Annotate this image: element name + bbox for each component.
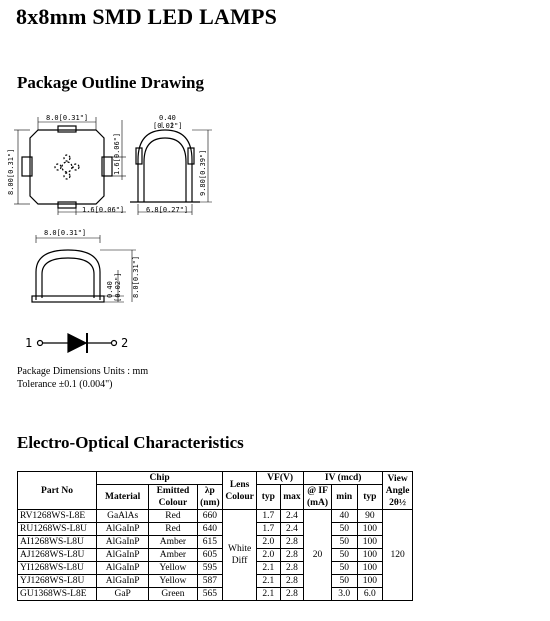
- dim-front-height: 8.0[0.31"]: [132, 255, 140, 298]
- col-iv-min: min: [331, 485, 357, 510]
- cell-material: AlGaInP: [97, 536, 149, 549]
- diode-symbol-icon: [38, 333, 117, 353]
- tolerance-note: Tolerance ±0.1 (0.004"): [17, 379, 113, 390]
- table-row: [18, 562, 413, 575]
- cell-part-no: YJ1268WS-L8U: [18, 575, 97, 588]
- col-chip: Chip: [97, 472, 223, 485]
- col-if: @ IF (mA): [304, 485, 332, 510]
- cell-iv-typ: 100: [357, 549, 383, 562]
- cell-iv-typ: 6.0: [357, 588, 383, 601]
- cell-part-no: YI1268WS-L8U: [18, 562, 97, 575]
- dim-small-bottom: 1.6[0.06"]: [82, 206, 125, 214]
- cell-iv-typ: 90: [357, 510, 383, 523]
- cell-vf-max: 2.8: [280, 588, 304, 601]
- cell-lens-colour: White Diff: [223, 510, 257, 601]
- dim-small-right: 1.6[0.06"]: [113, 132, 121, 175]
- dim-lens-height: 9.80[0.39"]: [199, 149, 207, 196]
- electro-optical-heading: Electro-Optical Characteristics: [17, 433, 244, 452]
- cell-vf-typ: 1.7: [257, 523, 281, 536]
- cell-lambda: 660: [197, 510, 223, 523]
- col-material: Material: [97, 485, 149, 510]
- cell-iv-typ: 100: [357, 536, 383, 549]
- cell-iv-typ: 100: [357, 575, 383, 588]
- col-emitted-colour: Emitted Colour: [149, 485, 197, 510]
- cell-part-no: RU1268WS-L8U: [18, 523, 97, 536]
- dim-lens-top: 0.40: [159, 114, 176, 122]
- cell-material: GaAlAs: [97, 510, 149, 523]
- cell-material: AlGaInP: [97, 562, 149, 575]
- cell-lambda: 605: [197, 549, 223, 562]
- cell-part-no: AJ1268WS-L8U: [18, 549, 97, 562]
- table-row: [18, 523, 413, 536]
- cell-emitted-colour: Yellow: [149, 575, 197, 588]
- page-title: 8x8mm SMD LED LAMPS: [16, 4, 278, 29]
- cell-iv-min: 50: [331, 549, 357, 562]
- cell-lambda: 595: [197, 562, 223, 575]
- electro-optical-table: [17, 471, 413, 601]
- dim-side-height: 8.00[0.31"]: [7, 148, 15, 195]
- table-row: [18, 510, 413, 523]
- table-row: [18, 575, 413, 588]
- pin-1-label: 1: [25, 336, 33, 350]
- cell-lambda: 565: [197, 588, 223, 601]
- cell-vf-max: 2.4: [280, 523, 304, 536]
- dim-lens-top-inch: [0.02"]: [153, 122, 183, 130]
- cell-lambda: 587: [197, 575, 223, 588]
- cell-emitted-colour: Amber: [149, 549, 197, 562]
- col-view-angle: View Angle 2θ½: [383, 472, 413, 510]
- cell-iv-min: 50: [331, 575, 357, 588]
- units-note: Package Dimensions Units : mm: [17, 366, 149, 377]
- pin-2-label: 2: [121, 336, 129, 350]
- cell-vf-max: 2.8: [280, 575, 304, 588]
- cell-view-angle: 120: [383, 510, 413, 601]
- col-vf-max: max: [280, 485, 304, 510]
- cell-iv-min: 50: [331, 536, 357, 549]
- cell-vf-typ: 2.0: [257, 536, 281, 549]
- dim-lens-width: 6.8[0.27"]: [146, 206, 189, 214]
- col-lens-colour: Lens Colour: [223, 472, 257, 510]
- cell-material: AlGaInP: [97, 575, 149, 588]
- cell-iv-min: 50: [331, 562, 357, 575]
- cell-emitted-colour: Red: [149, 523, 197, 536]
- dim-front-thickness-inch: [0.02"]: [114, 272, 122, 302]
- cell-vf-max: 2.8: [280, 549, 304, 562]
- cell-vf-typ: 2.0: [257, 549, 281, 562]
- cell-emitted-colour: Yellow: [149, 562, 197, 575]
- cell-material: AlGaInP: [97, 523, 149, 536]
- cell-material: AlGaInP: [97, 549, 149, 562]
- col-vf: VF(V): [257, 472, 304, 485]
- cell-iv-min: 40: [331, 510, 357, 523]
- cell-part-no: GU1368WS-L8E: [18, 588, 97, 601]
- cell-iv-min: 3.0: [331, 588, 357, 601]
- cell-lambda: 615: [197, 536, 223, 549]
- col-iv-typ: typ: [357, 485, 383, 510]
- table-row: [18, 536, 413, 549]
- col-vf-typ: typ: [257, 485, 281, 510]
- cell-emitted-colour: Red: [149, 510, 197, 523]
- cell-emitted-colour: Amber: [149, 536, 197, 549]
- table-row: [18, 588, 413, 601]
- cell-part-no: AI1268WS-L8U: [18, 536, 97, 549]
- col-iv: IV (mcd): [304, 472, 383, 485]
- cell-part-no: RV1268WS-L8E: [18, 510, 97, 523]
- cell-if: 20: [304, 510, 332, 601]
- dim-top-width: 8.0[0.31"]: [46, 114, 89, 122]
- dim-front-width: 8.0[0.31"]: [44, 229, 87, 237]
- cell-iv-typ: 100: [357, 562, 383, 575]
- cell-iv-min: 50: [331, 523, 357, 536]
- cell-emitted-colour: Green: [149, 588, 197, 601]
- col-lambda: λp (nm): [197, 485, 223, 510]
- cell-vf-max: 2.4: [280, 510, 304, 523]
- dim-front-thickness: 0.40: [106, 281, 114, 298]
- cell-vf-typ: 1.7: [257, 510, 281, 523]
- cell-vf-typ: 2.1: [257, 562, 281, 575]
- cell-vf-typ: 2.1: [257, 588, 281, 601]
- cell-iv-typ: 100: [357, 523, 383, 536]
- top-view: [14, 117, 126, 215]
- col-part-no: Part No: [18, 472, 97, 510]
- cell-lambda: 640: [197, 523, 223, 536]
- cell-vf-max: 2.8: [280, 562, 304, 575]
- table-row: [18, 549, 413, 562]
- cell-vf-typ: 2.1: [257, 575, 281, 588]
- package-outline-heading: Package Outline Drawing: [17, 73, 204, 92]
- cell-vf-max: 2.8: [280, 536, 304, 549]
- cell-material: GaP: [97, 588, 149, 601]
